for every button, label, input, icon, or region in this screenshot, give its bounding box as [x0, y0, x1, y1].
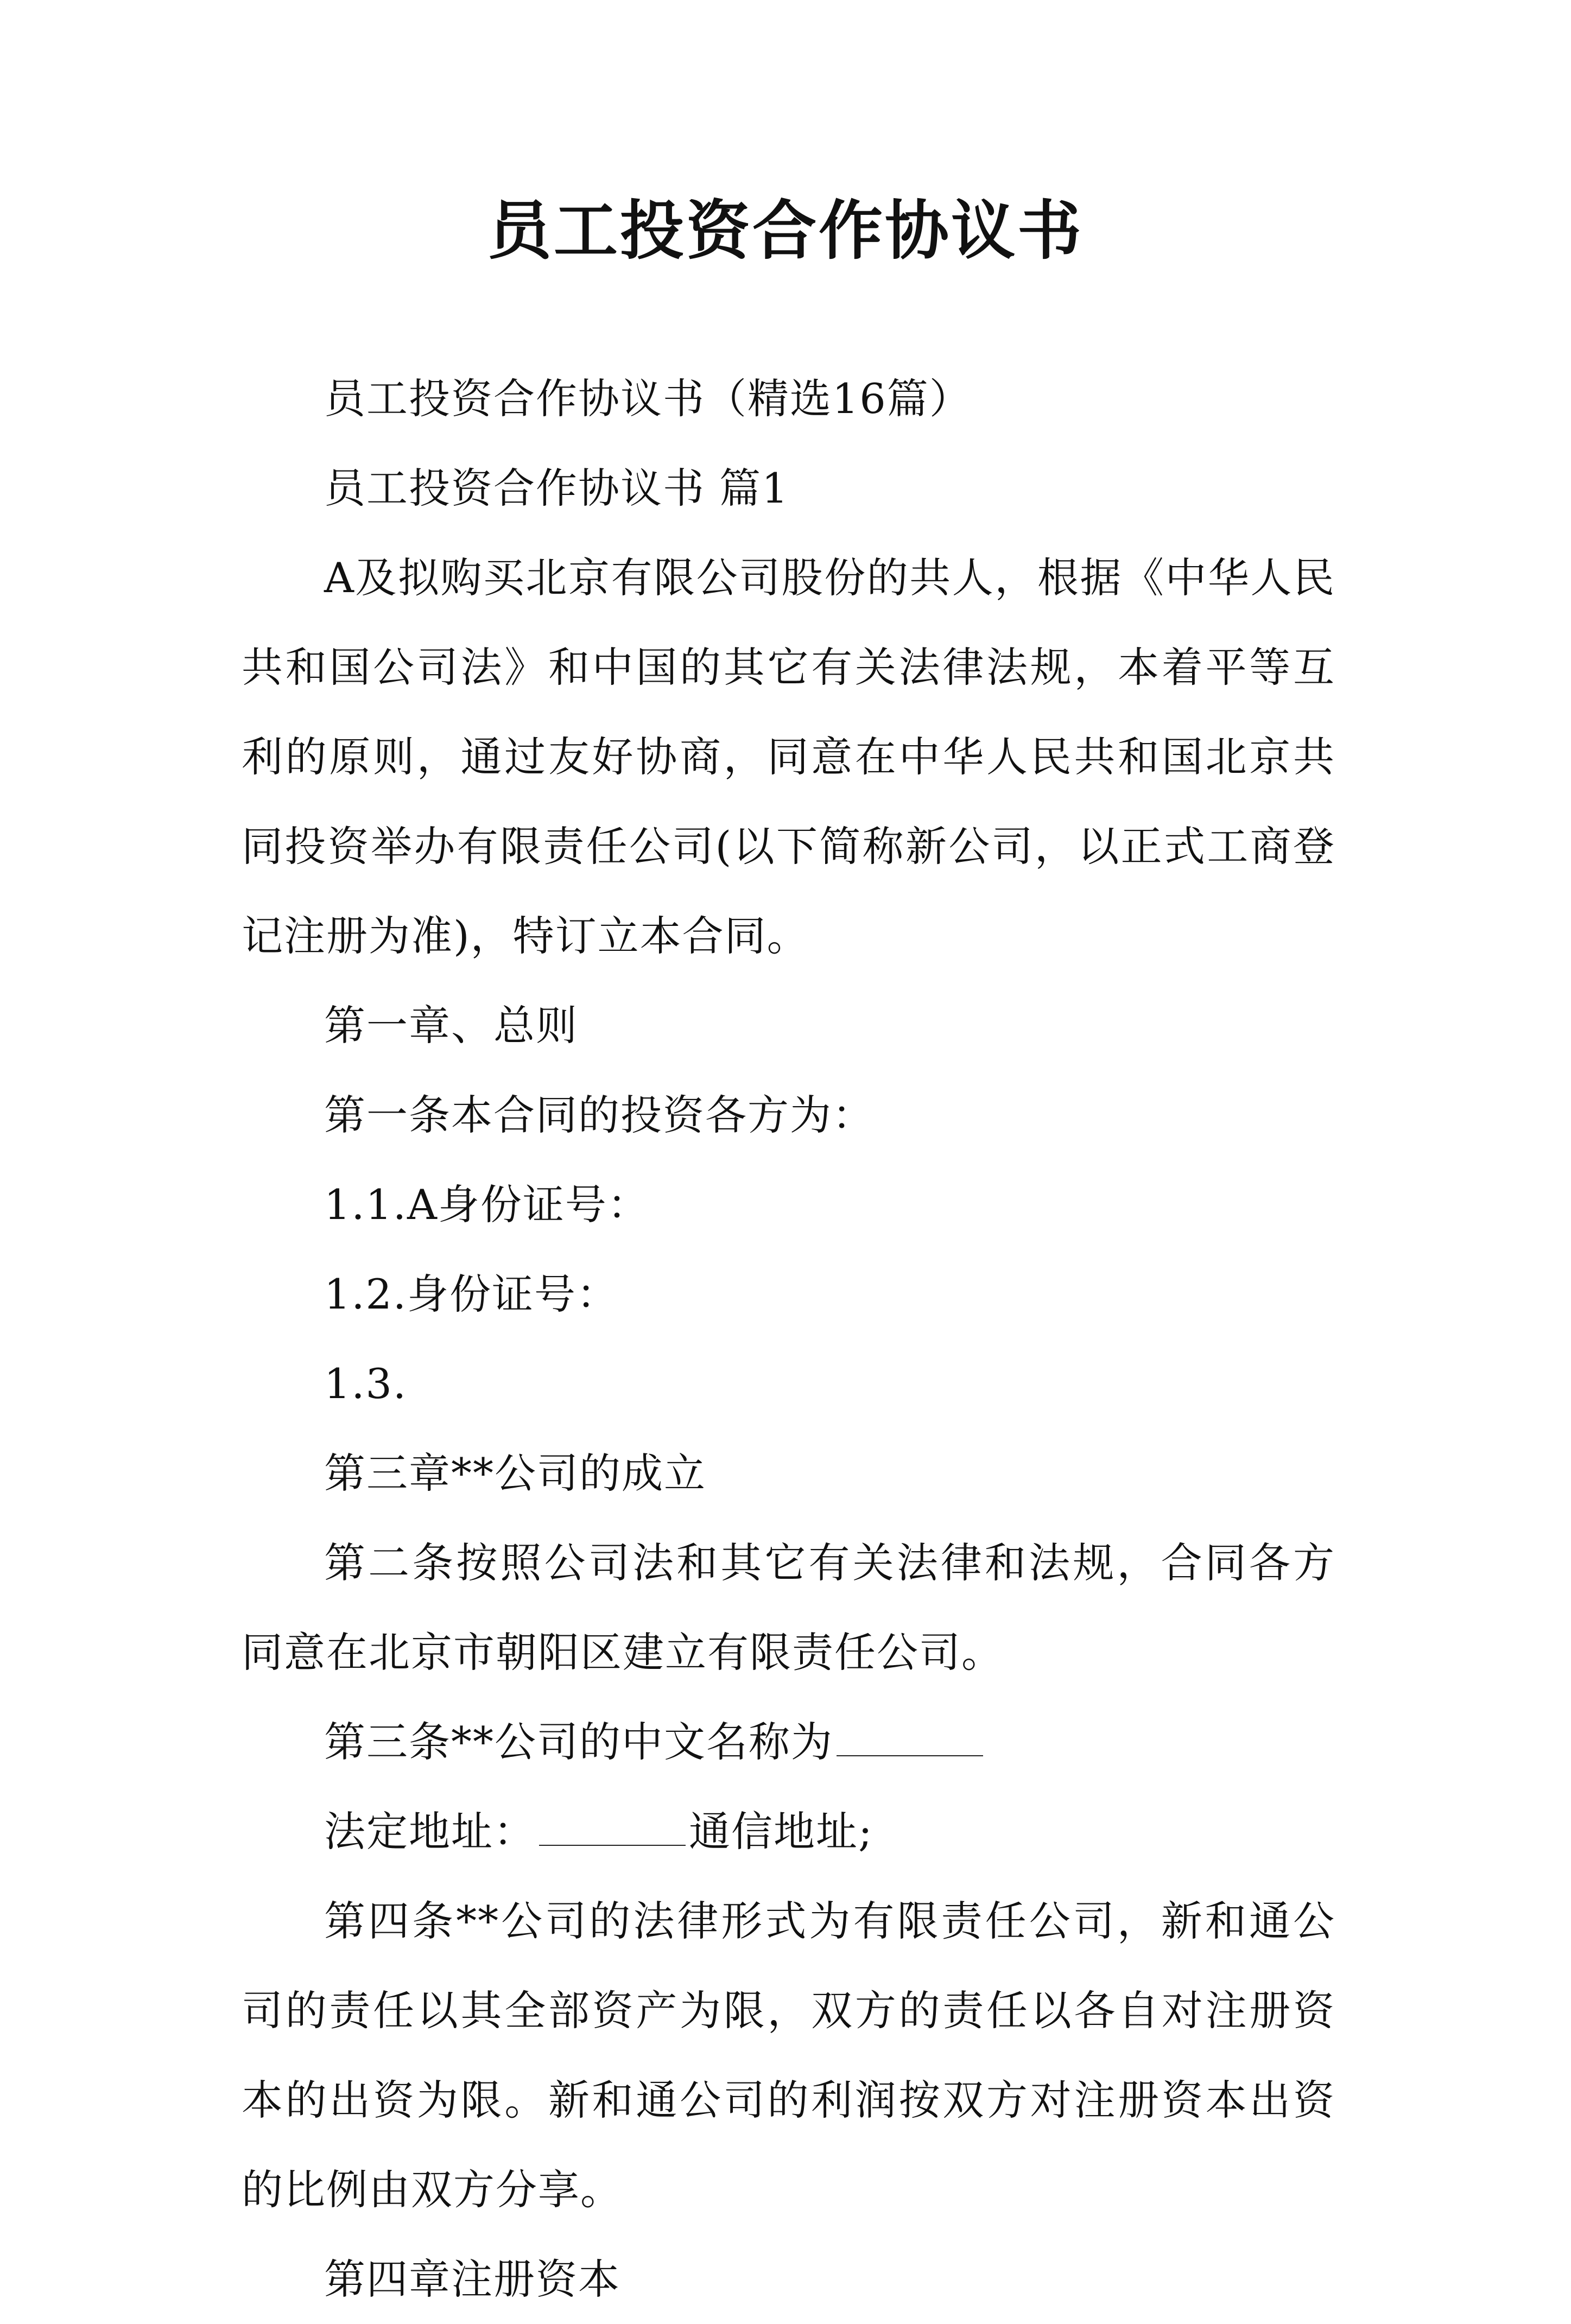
address-line [242, 1787, 1335, 1876]
document-title: 员工投资合作协议书 [487, 193, 1084, 268]
article-4: 第四条**公司的法律形式为有限责任公司，新和通公司的责任以其全部资产为限，双方的责任以各自对注册资本的出资为限。新和通公司的利润按双方对注册资本出资的比例由双方分享。 [242, 1897, 1335, 2214]
item-1-2: 1.2.身份证号： [324, 1270, 619, 1318]
document-subtitle: 员工投资合作协议书（精选16篇） [324, 374, 972, 423]
section-heading: 员工投资合作协议书 篇1 [324, 464, 789, 512]
item-1-3: 1.3. [324, 1360, 408, 1408]
intro-paragraph: A及拟购买北京有限公司股份的共人，根据《中华人民共和国公司法》和中国的其它有关法律法规，本着平等互利的原则，通过友好协商，同意在中华人民共和国北京共同投资举办有限责任公司(以下简称新公司，以正式工商登记注册为准)，特订立本合同。 [242, 554, 1335, 960]
article-2: 第二条按照公司法和其它有关法律和法规，合同各方同意在北京市朝阳区建立有限责任公司。 [242, 1539, 1335, 1677]
mail-address-label: 通信地址; [689, 1807, 873, 1856]
article-1: 第一条本合同的投资各方为： [324, 1091, 875, 1139]
company-name-blank [837, 1714, 983, 1756]
document-body [242, 354, 1335, 2324]
chapter-4-heading: 第四章注册资本 [324, 2255, 620, 2303]
chapter-3-heading: 第三章**公司的成立 [324, 1449, 706, 1497]
article-3-line [242, 1697, 1335, 1787]
address-label: 法定地址： [324, 1807, 536, 1856]
chapter-1-heading: 第一章、总则 [324, 1001, 578, 1050]
address-blank [539, 1804, 686, 1846]
item-1-1: 1.1.A身份证号： [324, 1180, 650, 1229]
article-3-text: 第三条**公司的中文名称为 [324, 1718, 833, 1766]
